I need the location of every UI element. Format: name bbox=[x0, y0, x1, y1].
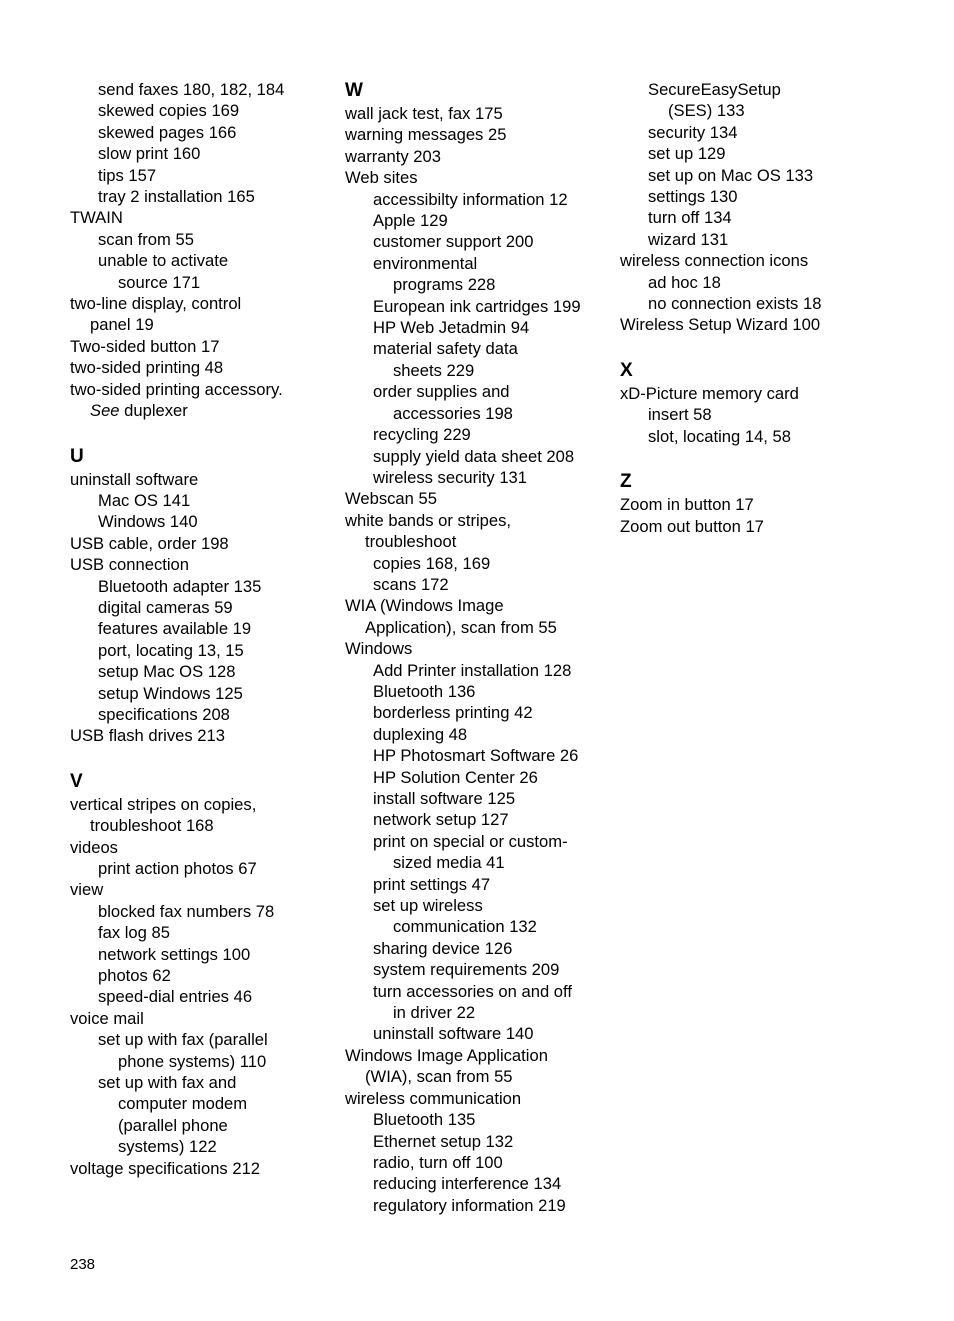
index-subentry: wizard 131 bbox=[648, 229, 729, 249]
index-subentry: turn accessories on and off bbox=[373, 981, 572, 1001]
index-subentry: set up wireless bbox=[373, 896, 483, 916]
index-subentry: regulatory information 219 bbox=[373, 1195, 566, 1215]
index-entry: wireless connection icons bbox=[620, 251, 809, 271]
index-subentry: reducing interference 134 bbox=[373, 1174, 562, 1194]
index-subentry: HP Web Jetadmin 94 bbox=[373, 318, 530, 338]
index-entry: troubleshoot bbox=[365, 532, 457, 552]
index-subentry: copies 168, 169 bbox=[373, 553, 491, 573]
index-subentry: specifications 208 bbox=[98, 704, 230, 724]
index-section-letter: U bbox=[70, 445, 84, 467]
index-subentry: Add Printer installation 128 bbox=[373, 660, 572, 680]
index-subentry: in driver 22 bbox=[393, 1003, 476, 1023]
index-subentry: Ethernet setup 132 bbox=[373, 1131, 514, 1151]
index-entry: USB connection bbox=[70, 555, 189, 575]
index-subentry: network setup 127 bbox=[373, 810, 509, 830]
index-entry: Zoom out button 17 bbox=[620, 516, 764, 536]
index-subentry: programs 228 bbox=[393, 275, 496, 295]
index-subentry: material safety data bbox=[373, 339, 518, 359]
index-section-letter: Z bbox=[620, 471, 632, 493]
index-subentry: wireless security 131 bbox=[373, 467, 528, 487]
index-subentry: digital cameras 59 bbox=[98, 597, 233, 617]
index-subentry: accessories 198 bbox=[393, 403, 513, 423]
index-entry: two-sided printing 48 bbox=[70, 358, 224, 378]
index-entry: panel 19 bbox=[90, 315, 154, 335]
index-subentry: slow print 160 bbox=[98, 144, 201, 164]
index-entry: view bbox=[70, 880, 104, 900]
index-subentry: customer support 200 bbox=[373, 232, 534, 252]
index-subentry: skewed copies 169 bbox=[98, 101, 240, 121]
index-subentry: Mac OS 141 bbox=[98, 490, 191, 510]
index-entry: Zoom in button 17 bbox=[620, 495, 754, 515]
index-subentry: European ink cartridges 199 bbox=[373, 296, 581, 316]
index-entry: warranty 203 bbox=[345, 146, 441, 166]
index-entry: Wireless Setup Wizard 100 bbox=[620, 315, 821, 335]
index-entry: Application), scan from 55 bbox=[365, 617, 557, 637]
index-subentry: systems) 122 bbox=[118, 1137, 217, 1157]
page-number: 238 bbox=[70, 1256, 96, 1273]
index-section-letter: W bbox=[345, 80, 363, 101]
index-entry: troubleshoot 168 bbox=[90, 816, 214, 836]
index-subentry: order supplies and bbox=[373, 382, 510, 402]
index-subentry: phone systems) 110 bbox=[118, 1051, 267, 1071]
index-subentry: set up 129 bbox=[648, 144, 726, 164]
index-subentry: setup Mac OS 128 bbox=[98, 662, 236, 682]
index-subentry: set up with fax and bbox=[98, 1073, 237, 1093]
index-subentry: Bluetooth 136 bbox=[373, 681, 476, 701]
index-subentry: speed-dial entries 46 bbox=[98, 987, 253, 1007]
index-entry: voice mail bbox=[70, 1008, 144, 1028]
index-entry: white bands or stripes, bbox=[345, 510, 512, 530]
index-entry: warning messages 25 bbox=[345, 125, 507, 145]
index-subentry: setup Windows 125 bbox=[98, 683, 243, 703]
index-entry: voltage specifications 212 bbox=[70, 1158, 261, 1178]
index-subentry: Bluetooth 135 bbox=[373, 1110, 476, 1130]
index-column-1 bbox=[70, 79, 330, 1179]
index-entry: wall jack test, fax 175 bbox=[345, 104, 503, 123]
index-subentry: ad hoc 18 bbox=[648, 272, 721, 292]
index-subentry: unable to activate bbox=[98, 251, 229, 271]
index-entry: wireless communication bbox=[345, 1088, 522, 1108]
index-entry: Webscan 55 bbox=[345, 489, 437, 509]
index-subentry: send faxes 180, 182, 184 bbox=[98, 80, 285, 99]
index-entry: vertical stripes on copies, bbox=[70, 794, 257, 814]
index-entry: two-sided printing accessory. bbox=[70, 379, 283, 399]
index-subentry: skewed pages 166 bbox=[98, 122, 237, 142]
index-subentry: network settings 100 bbox=[98, 944, 251, 964]
index-subentry: SecureEasySetup bbox=[648, 80, 781, 99]
index-subentry: uninstall software 140 bbox=[373, 1024, 534, 1044]
index-subentry: port, locating 13, 15 bbox=[98, 640, 244, 660]
index-subentry: Apple 129 bbox=[373, 211, 448, 231]
see-reference-label: See bbox=[90, 401, 120, 421]
index-subentry: (parallel phone bbox=[118, 1115, 228, 1135]
index-section-letter: X bbox=[620, 359, 633, 381]
index-subentry: tray 2 installation 165 bbox=[98, 187, 255, 207]
index-column-3 bbox=[620, 79, 880, 537]
index-subentry: blocked fax numbers 78 bbox=[98, 901, 275, 921]
index-subentry: turn off 134 bbox=[648, 208, 732, 228]
index-subentry: sharing device 126 bbox=[373, 938, 513, 958]
index-subentry: set up with fax (parallel bbox=[98, 1030, 268, 1050]
index-subentry: borderless printing 42 bbox=[373, 703, 533, 723]
index-entry: Two-sided button 17 bbox=[70, 336, 220, 356]
index-section-letter: V bbox=[70, 770, 83, 792]
see-reference-target: duplexer bbox=[124, 401, 188, 421]
index-entry: USB flash drives 213 bbox=[70, 726, 225, 746]
index-subentry: duplexing 48 bbox=[373, 724, 468, 744]
index-entry: uninstall software bbox=[70, 469, 199, 489]
index-subentry: install software 125 bbox=[373, 789, 516, 808]
index-subentry: insert 58 bbox=[648, 405, 712, 425]
index-entry: Web sites bbox=[345, 168, 418, 188]
index-subentry: accessibilty information 12 bbox=[373, 189, 568, 209]
index-subentry: Bluetooth adapter 135 bbox=[98, 576, 262, 596]
index-subentry: recycling 229 bbox=[373, 425, 471, 445]
index-entry: Windows bbox=[345, 639, 413, 659]
index-subentry: radio, turn off 100 bbox=[373, 1152, 503, 1172]
index-subentry: supply yield data sheet 208 bbox=[373, 446, 575, 466]
index-subentry: scans 172 bbox=[373, 574, 449, 594]
index-subentry: tips 157 bbox=[98, 165, 157, 185]
index-subentry: computer modem bbox=[118, 1094, 248, 1114]
index-subentry: source 171 bbox=[118, 272, 201, 292]
index-entry: videos bbox=[70, 837, 118, 857]
index-column-2 bbox=[345, 79, 605, 1216]
index-subentry: no connection exists 18 bbox=[648, 294, 822, 314]
index-entry: (WIA), scan from 55 bbox=[365, 1067, 513, 1087]
index-subentry: slot, locating 14, 58 bbox=[648, 426, 791, 446]
index-subentry: features available 19 bbox=[98, 619, 252, 639]
index-subentry: scan from 55 bbox=[98, 229, 194, 249]
index-subentry: security 134 bbox=[648, 122, 738, 142]
index-entry bbox=[70, 400, 330, 421]
index-subentry: environmental bbox=[373, 253, 478, 273]
index-subentry: sized media 41 bbox=[393, 853, 505, 873]
index-subentry: communication 132 bbox=[393, 917, 537, 937]
index-entry: TWAIN bbox=[70, 208, 123, 228]
index-subentry: Windows 140 bbox=[98, 512, 198, 532]
index-subentry: HP Solution Center 26 bbox=[373, 767, 538, 787]
index-subentry: settings 130 bbox=[648, 187, 738, 207]
index-subentry: HP Photosmart Software 26 bbox=[373, 746, 579, 766]
index-subentry: print action photos 67 bbox=[98, 859, 257, 878]
index-entry: Windows Image Application bbox=[345, 1045, 548, 1065]
index-subentry: print settings 47 bbox=[373, 874, 491, 894]
index-subentry: print on special or custom- bbox=[373, 831, 568, 851]
index-entry: xD-Picture memory card bbox=[620, 383, 799, 403]
index-entry: USB cable, order 198 bbox=[70, 533, 229, 553]
index-subentry: (SES) 133 bbox=[668, 101, 745, 121]
index-subentry: set up on Mac OS 133 bbox=[648, 165, 814, 185]
index-subentry: photos 62 bbox=[98, 966, 171, 986]
index-subentry: fax log 85 bbox=[98, 923, 170, 943]
index-entry: WIA (Windows Image bbox=[345, 596, 504, 616]
index-subentry: sheets 229 bbox=[393, 360, 475, 380]
index-entry: two-line display, control bbox=[70, 294, 242, 314]
index-subentry: system requirements 209 bbox=[373, 960, 560, 980]
